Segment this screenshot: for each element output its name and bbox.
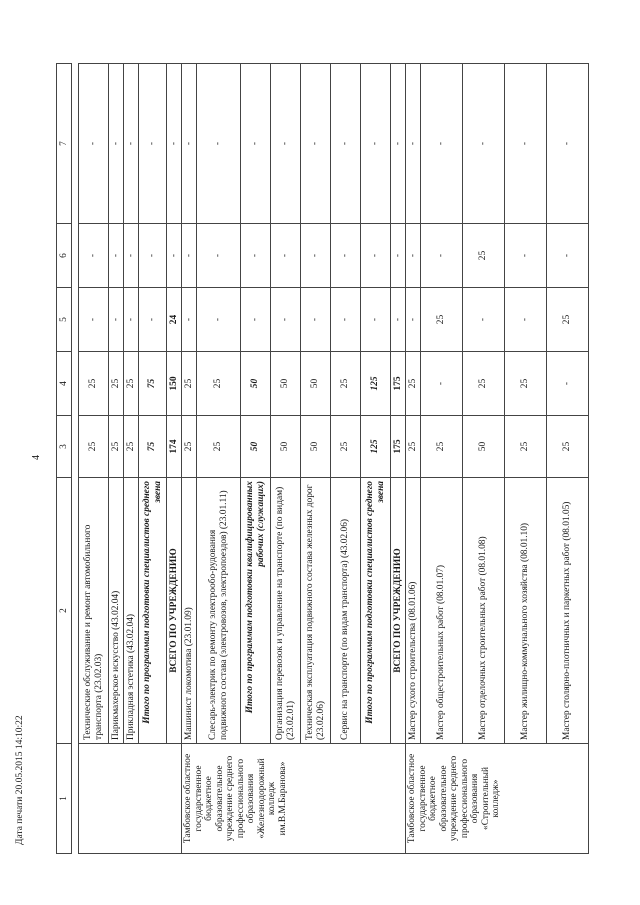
value-cell: - <box>182 288 197 352</box>
value-cell: - <box>124 64 139 224</box>
value-cell: - <box>331 224 361 288</box>
subtotal-label: Итого по программам подготовки специалистов среднего звена <box>361 478 391 744</box>
value-cell: 25 <box>197 352 241 416</box>
value-cell: - <box>421 352 463 416</box>
value-cell: 50 <box>241 416 271 478</box>
value-cell: 75 <box>139 352 167 416</box>
program-cell: Технические обслуживание и ремонт автомобильного транспорта (23.02.03) <box>79 478 109 744</box>
value-cell: 50 <box>301 416 331 478</box>
value-cell: 24 <box>167 288 182 352</box>
program-cell: Организация перевозок и управление на транспорте (по видам) (23.02.01) <box>271 478 301 744</box>
value-cell: 25 <box>197 416 241 478</box>
column-header: 3 <box>57 416 72 478</box>
value-cell: - <box>391 64 406 224</box>
subtotal-row <box>361 64 391 854</box>
value-cell: - <box>271 224 301 288</box>
value-cell: 25 <box>421 416 463 478</box>
value-cell: 50 <box>271 352 301 416</box>
value-cell: - <box>109 64 124 224</box>
value-cell: - <box>421 224 463 288</box>
value-cell: 75 <box>139 416 167 478</box>
value-cell: - <box>331 288 361 352</box>
value-cell: - <box>197 224 241 288</box>
program-cell: Мастер отделочных строительных работ (08.01.08) <box>463 478 505 744</box>
value-cell: 25 <box>109 416 124 478</box>
column-number-row <box>57 64 72 854</box>
value-cell: - <box>241 288 271 352</box>
subtotal-row <box>139 64 167 854</box>
total-label: ВСЕГО ПО УЧРЕЖДЕНИЮ <box>391 478 406 744</box>
total-row <box>167 64 182 854</box>
program-cell: Мастер жилищно-коммунального хозяйства (08.01.10) <box>505 478 547 744</box>
table-row <box>463 64 505 854</box>
spacer-row <box>72 64 79 854</box>
value-cell: - <box>406 64 421 224</box>
value-cell: - <box>79 288 109 352</box>
institution-cell: Тамбовское областное государственное бюджетное образовательное учреждение среднего профессионального образования «Железнодорожный колледж им.В.М.Баранова» <box>182 744 406 854</box>
value-cell: - <box>463 64 505 224</box>
program-cell: Мастер общестроительных работ (08.01.07) <box>421 478 463 744</box>
value-cell: 25 <box>79 416 109 478</box>
value-cell: - <box>547 352 589 416</box>
value-cell: - <box>182 224 197 288</box>
value-cell: - <box>361 288 391 352</box>
value-cell: 25 <box>331 416 361 478</box>
table-row <box>331 64 361 854</box>
value-cell: - <box>271 64 301 224</box>
table-row <box>182 64 197 854</box>
value-cell: - <box>421 64 463 224</box>
column-header: 6 <box>57 224 72 288</box>
table-row <box>547 64 589 854</box>
value-cell: 25 <box>463 352 505 416</box>
table-row <box>109 64 124 854</box>
value-cell: - <box>361 64 391 224</box>
program-cell: Парикмахерское искусство (43.02.04) <box>109 478 124 744</box>
table-row <box>271 64 301 854</box>
value-cell: 50 <box>241 352 271 416</box>
print-date: Дата печати 20.05.2015 14:10:22 <box>15 715 25 845</box>
value-cell: 25 <box>79 352 109 416</box>
value-cell: - <box>167 64 182 224</box>
value-cell: - <box>241 224 271 288</box>
page-number: 4 <box>31 455 42 460</box>
value-cell: 150 <box>167 352 182 416</box>
value-cell: 25 <box>547 416 589 478</box>
value-cell: - <box>547 64 589 224</box>
value-cell: - <box>406 288 421 352</box>
program-cell: Мастер сухого строительства (08.01.06) <box>406 478 421 744</box>
value-cell: - <box>301 224 331 288</box>
total-row <box>391 64 406 854</box>
admission-plan-table <box>56 63 589 854</box>
institution-cell <box>79 744 182 854</box>
value-cell: - <box>547 224 589 288</box>
value-cell: 174 <box>167 416 182 478</box>
value-cell: - <box>124 288 139 352</box>
value-cell: 25 <box>109 352 124 416</box>
subtotal-label: Итого по программам подготовки специалистов среднего звена <box>139 478 167 744</box>
value-cell: 25 <box>124 352 139 416</box>
table-row <box>505 64 547 854</box>
value-cell: - <box>124 224 139 288</box>
value-cell: - <box>391 224 406 288</box>
value-cell: 25 <box>182 416 197 478</box>
table-row <box>421 64 463 854</box>
value-cell: - <box>391 288 406 352</box>
value-cell: - <box>505 64 547 224</box>
value-cell: 25 <box>124 416 139 478</box>
value-cell: 25 <box>505 352 547 416</box>
program-cell: Прикладная эстетика (43.02.04) <box>124 478 139 744</box>
rotated-table-sheet <box>56 64 580 854</box>
table-row <box>124 64 139 854</box>
value-cell: 175 <box>391 416 406 478</box>
value-cell: 25 <box>331 352 361 416</box>
value-cell: 125 <box>361 352 391 416</box>
value-cell: - <box>241 64 271 224</box>
value-cell: - <box>139 224 167 288</box>
value-cell: - <box>182 64 197 224</box>
value-cell: 25 <box>463 224 505 288</box>
value-cell: - <box>167 224 182 288</box>
column-header: 1 <box>57 744 72 854</box>
program-cell: Мастер столярно-плотничных и паркетных работ (08.01.05) <box>547 478 589 744</box>
value-cell: 50 <box>301 352 331 416</box>
value-cell: - <box>197 64 241 224</box>
program-cell: Техническая эксплуатация подвижного состава железных дорог (23.02.06) <box>301 478 331 744</box>
program-cell: Слесарь-электрик по ремонту электрообо-рудования подвижного состава (электровозов, электропоездов) (23.01.11) <box>197 478 241 744</box>
value-cell: - <box>463 288 505 352</box>
column-header: 4 <box>57 352 72 416</box>
value-cell: - <box>139 64 167 224</box>
value-cell: - <box>406 224 421 288</box>
value-cell: 25 <box>421 288 463 352</box>
value-cell: 25 <box>505 416 547 478</box>
value-cell: - <box>109 288 124 352</box>
value-cell: 125 <box>361 416 391 478</box>
value-cell: - <box>361 224 391 288</box>
value-cell: - <box>79 64 109 224</box>
value-cell: 25 <box>406 416 421 478</box>
institution-cell: Тамбовское областное государственное бюджетное образовательное учреждение среднего профессионального образования «Строительный колледж» <box>406 744 589 854</box>
value-cell: - <box>79 224 109 288</box>
value-cell: - <box>505 288 547 352</box>
program-cell: Сервис на транспорте (по видам транспорта) (43.02.06) <box>331 478 361 744</box>
value-cell: - <box>271 288 301 352</box>
program-cell: Машинист локомотива (23.01.09) <box>182 478 197 744</box>
value-cell: 50 <box>463 416 505 478</box>
value-cell: - <box>197 288 241 352</box>
column-header: 7 <box>57 64 72 224</box>
value-cell: 25 <box>406 352 421 416</box>
value-cell: - <box>301 288 331 352</box>
value-cell: 25 <box>547 288 589 352</box>
table-row <box>301 64 331 854</box>
table-row <box>197 64 241 854</box>
value-cell: - <box>139 288 167 352</box>
table-row <box>79 64 109 854</box>
column-header: 2 <box>57 478 72 744</box>
value-cell: - <box>301 64 331 224</box>
value-cell: 50 <box>271 416 301 478</box>
subtotal-label: Итого по программам подготовки квалифицированных рабочих (служащих) <box>241 478 271 744</box>
value-cell: 25 <box>182 352 197 416</box>
value-cell: - <box>109 224 124 288</box>
total-label: ВСЕГО ПО УЧРЕЖДЕНИЮ <box>167 478 182 744</box>
value-cell: - <box>331 64 361 224</box>
subtotal-row <box>241 64 271 854</box>
value-cell: 175 <box>391 352 406 416</box>
table-row <box>406 64 421 854</box>
column-header: 5 <box>57 288 72 352</box>
value-cell: - <box>505 224 547 288</box>
